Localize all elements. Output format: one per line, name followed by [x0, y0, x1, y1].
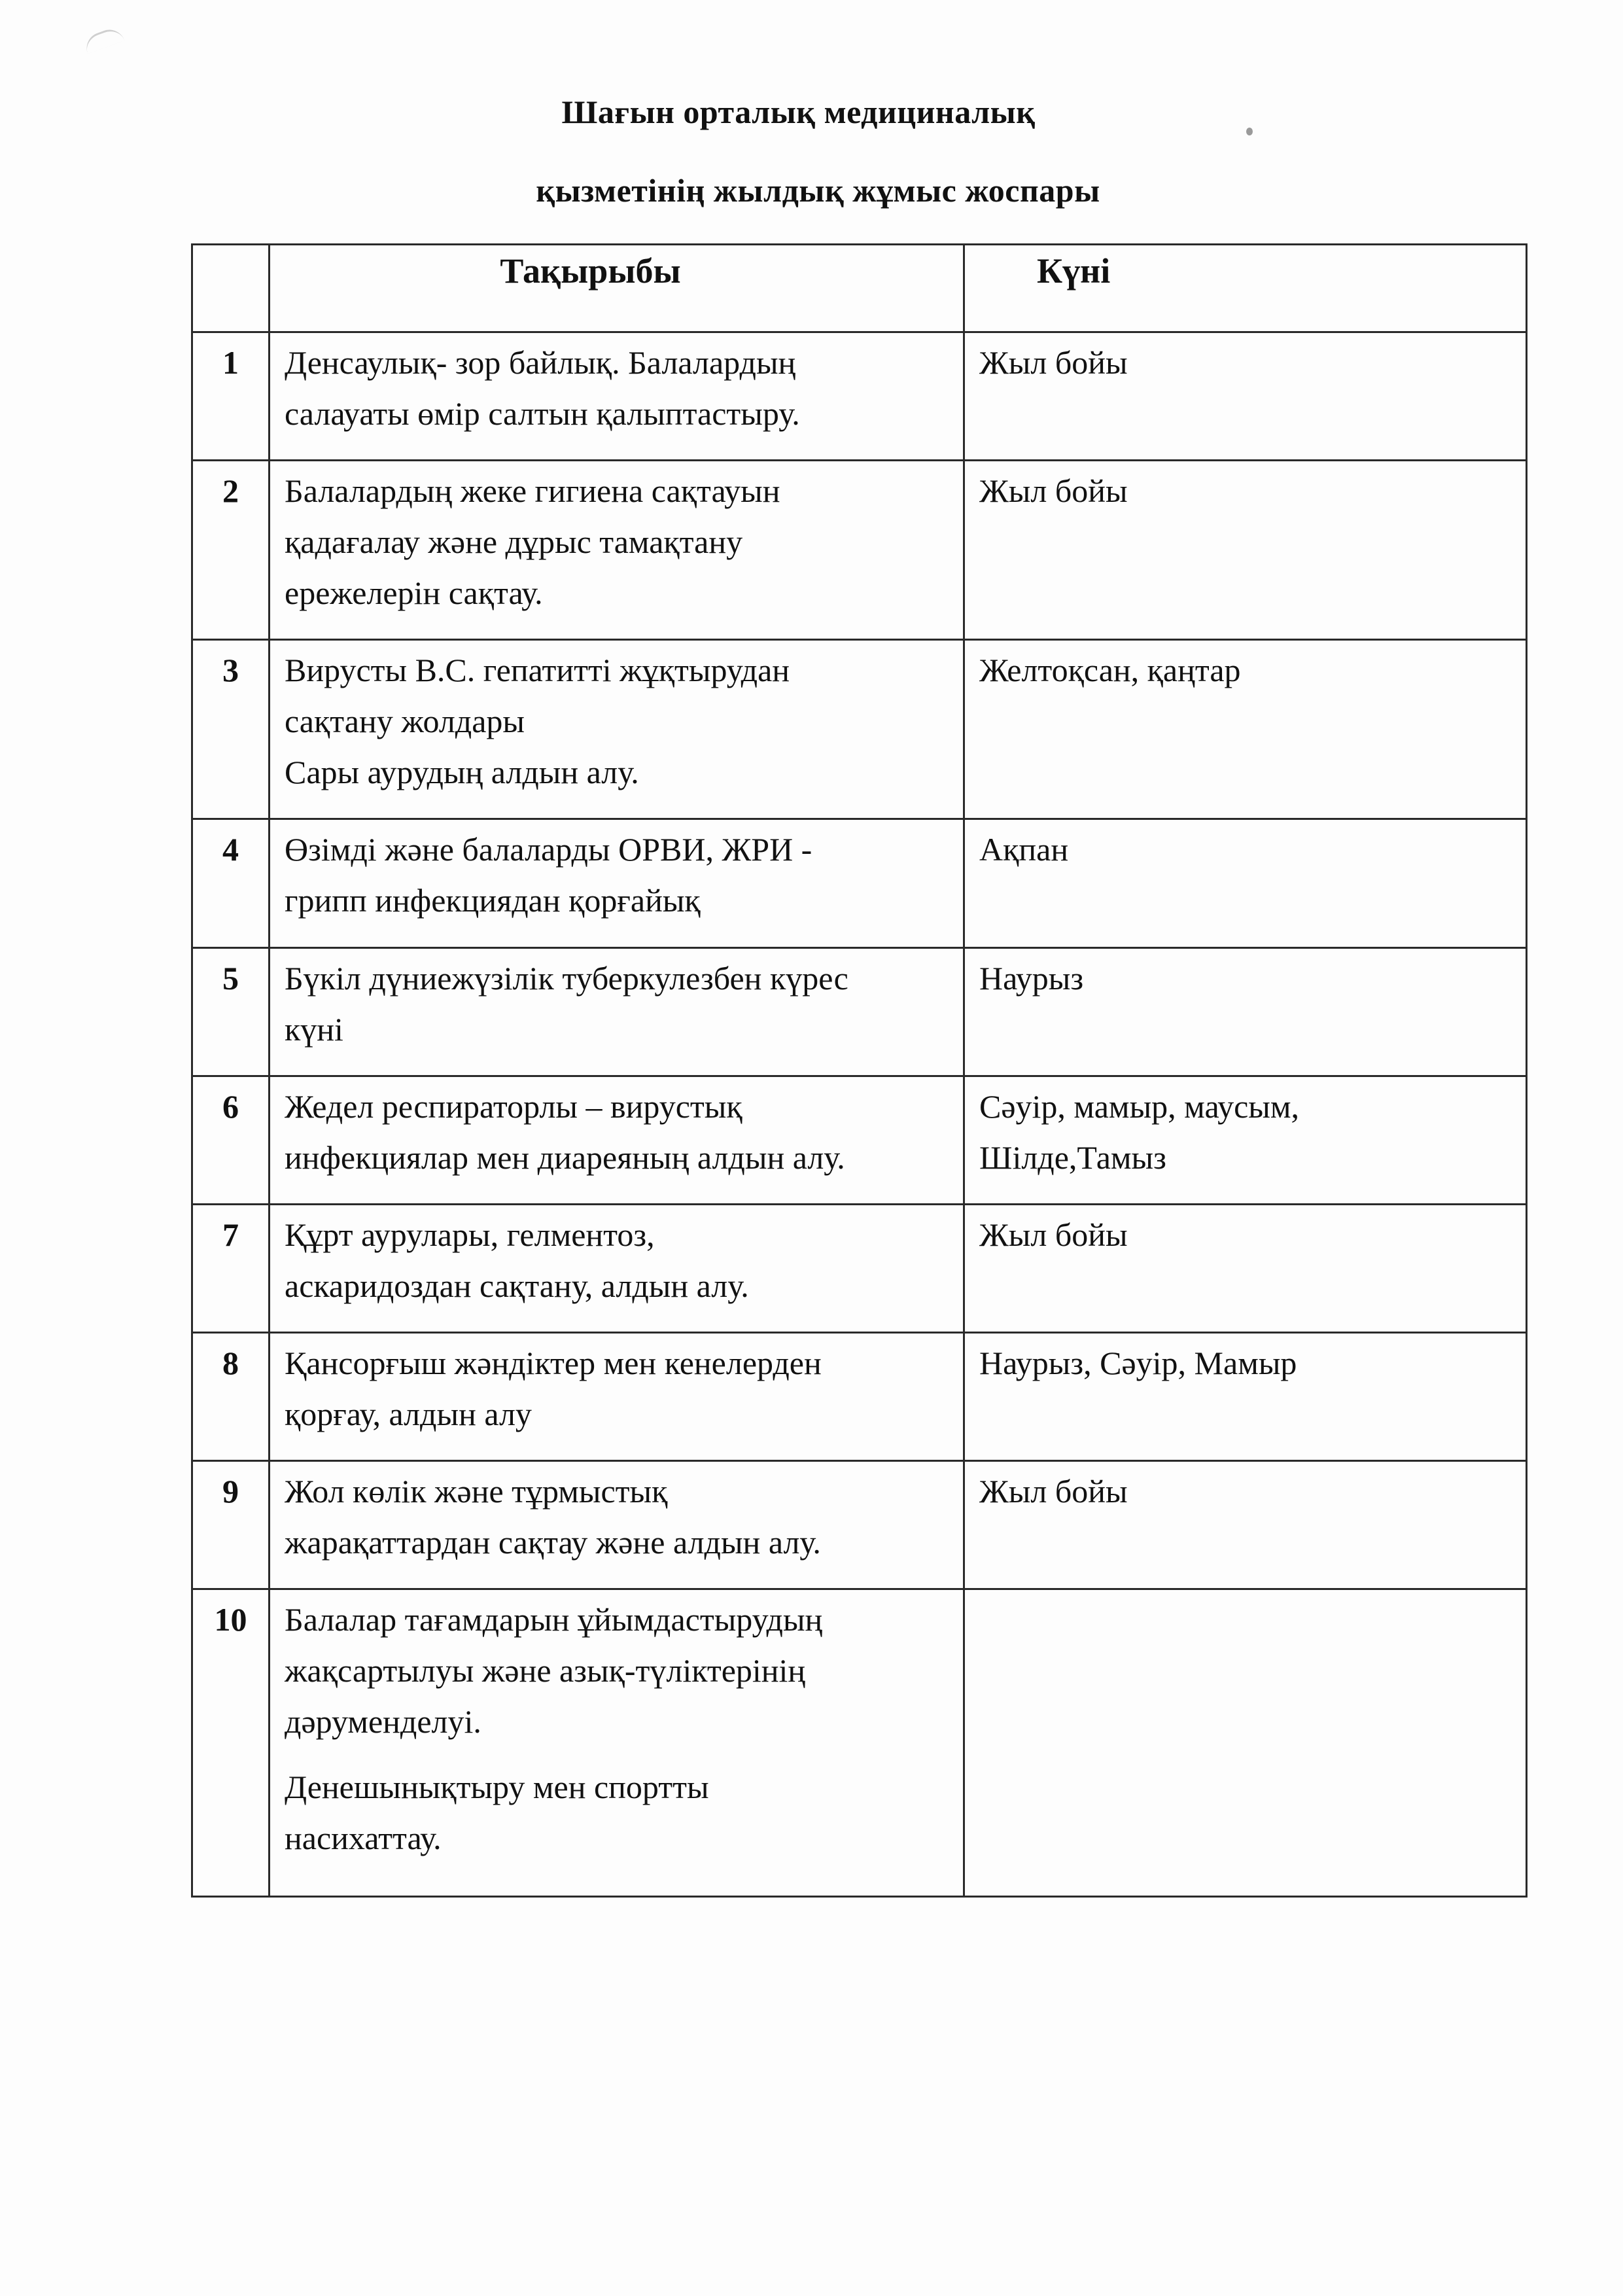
row-number: 5 [192, 948, 270, 1076]
topic-text-line: жақсартылуы және азық-түліктерінің [285, 1652, 806, 1689]
row-number: 1 [192, 332, 270, 461]
topic-text-line: қорғау, алдын алу [285, 1396, 532, 1432]
topic-text-line: Балалардың жеке гигиена сақтауын [285, 472, 780, 509]
topic-text-line: жарақаттардан сақтау және алдын алу. [285, 1524, 821, 1561]
row-topic [270, 1333, 964, 1461]
row-date [964, 1589, 1527, 1897]
header-date: Күні [964, 245, 1527, 332]
date-text-line: Жыл бойы [979, 344, 1128, 381]
topic-text-line: аскаридоздан сақтану, алдын алу. [285, 1267, 749, 1304]
topic-text-line: ережелерін сақтау. [285, 574, 543, 611]
topic-text-line: Балалар тағамдарын ұйымдастырудың [285, 1601, 823, 1638]
topic-text-line: насихаттау. [285, 1820, 442, 1856]
topic-text-line: Вирусты В.С. гепатитті жұқтырудан [285, 652, 790, 688]
row-date [964, 640, 1527, 819]
row-topic [270, 461, 964, 640]
table-row [192, 1589, 1527, 1897]
topic-text-line: Денсаулық- зор байлық. Балалардың [285, 344, 796, 381]
row-topic [270, 640, 964, 819]
table-header-row [192, 245, 1527, 332]
row-date [964, 948, 1527, 1076]
topic-text-line: салауаты өмір салтын қалыптастыру. [285, 395, 800, 432]
topic-text-line: сақтану жолдары [285, 703, 525, 739]
topic-text-line: Құрт аурулары, гелментоз, [285, 1216, 655, 1253]
table-row [192, 1333, 1527, 1461]
document-title-line-2: қызметінің жылдық жұмыс жоспары [536, 172, 1100, 209]
date-text-line: Сәуір, мамыр, маусым, [979, 1088, 1300, 1125]
header-number [192, 245, 270, 332]
row-topic [270, 1461, 964, 1589]
table-row [192, 461, 1527, 640]
table-row [192, 1205, 1527, 1333]
date-text-line: Шілде,Тамыз [979, 1139, 1166, 1176]
row-number: 6 [192, 1076, 270, 1205]
row-number: 9 [192, 1461, 270, 1589]
row-topic [270, 819, 964, 948]
row-date [964, 819, 1527, 948]
scan-smudge [82, 25, 125, 54]
topic-text-line: Денешынықтыру мен спортты [285, 1769, 709, 1805]
table-row [192, 1076, 1527, 1205]
row-topic [270, 332, 964, 461]
document-title-line-1: Шағын орталық медициналық [561, 94, 1036, 130]
topic-text-line: Бүкіл дүниежүзілік туберкулезбен күрес [285, 960, 848, 997]
row-number: 7 [192, 1205, 270, 1333]
table-row [192, 640, 1527, 819]
topic-text-line: Жедел респираторлы – вирустық [285, 1088, 742, 1125]
row-topic [270, 948, 964, 1076]
topic-text-line: қадағалау және дұрыс тамақтану [285, 523, 743, 560]
header-topic: Тақырыбы [270, 245, 964, 332]
paragraph-gap [285, 1747, 951, 1761]
row-date [964, 1205, 1527, 1333]
row-date [964, 332, 1527, 461]
table-row [192, 819, 1527, 948]
row-topic [270, 1589, 964, 1897]
row-topic [270, 1205, 964, 1333]
topic-text-line: күні [285, 1011, 343, 1048]
row-date [964, 1461, 1527, 1589]
date-text-line: Наурыз, Сәуір, Мамыр [979, 1345, 1297, 1381]
row-number: 4 [192, 819, 270, 948]
table-row [192, 332, 1527, 461]
table-row [192, 948, 1527, 1076]
topic-text-line: инфекциялар мен диареяның алдын алу. [285, 1139, 845, 1176]
row-number: 3 [192, 640, 270, 819]
row-number: 8 [192, 1333, 270, 1461]
row-date [964, 1076, 1527, 1205]
date-text-line: Ақпан [979, 831, 1069, 868]
work-plan-table [191, 243, 1527, 1898]
topic-text-line: Жол көлік және тұрмыстық [285, 1473, 668, 1510]
table-row [192, 1461, 1527, 1589]
row-number: 2 [192, 461, 270, 640]
date-text-line: Жыл бойы [979, 1473, 1128, 1510]
row-date [964, 461, 1527, 640]
row-topic [270, 1076, 964, 1205]
date-text-line: Жыл бойы [979, 1216, 1128, 1253]
topic-text-line: дәруменделуі. [285, 1703, 481, 1740]
topic-text-line: Қансорғыш жәндіктер мен кенелерден [285, 1345, 822, 1381]
date-text-line: Жыл бойы [979, 472, 1128, 509]
row-date [964, 1333, 1527, 1461]
topic-text-line: Сары аурудың алдын алу. [285, 754, 639, 790]
date-text-line: Желтоқсан, қаңтар [979, 652, 1241, 688]
topic-text-line: Өзімді және балаларды ОРВИ, ЖРИ - [285, 831, 812, 868]
row-number: 10 [192, 1589, 270, 1897]
date-text-line: Наурыз [979, 960, 1084, 997]
topic-text-line: грипп инфекциядан қорғайық [285, 882, 701, 919]
table-body [192, 332, 1527, 1897]
